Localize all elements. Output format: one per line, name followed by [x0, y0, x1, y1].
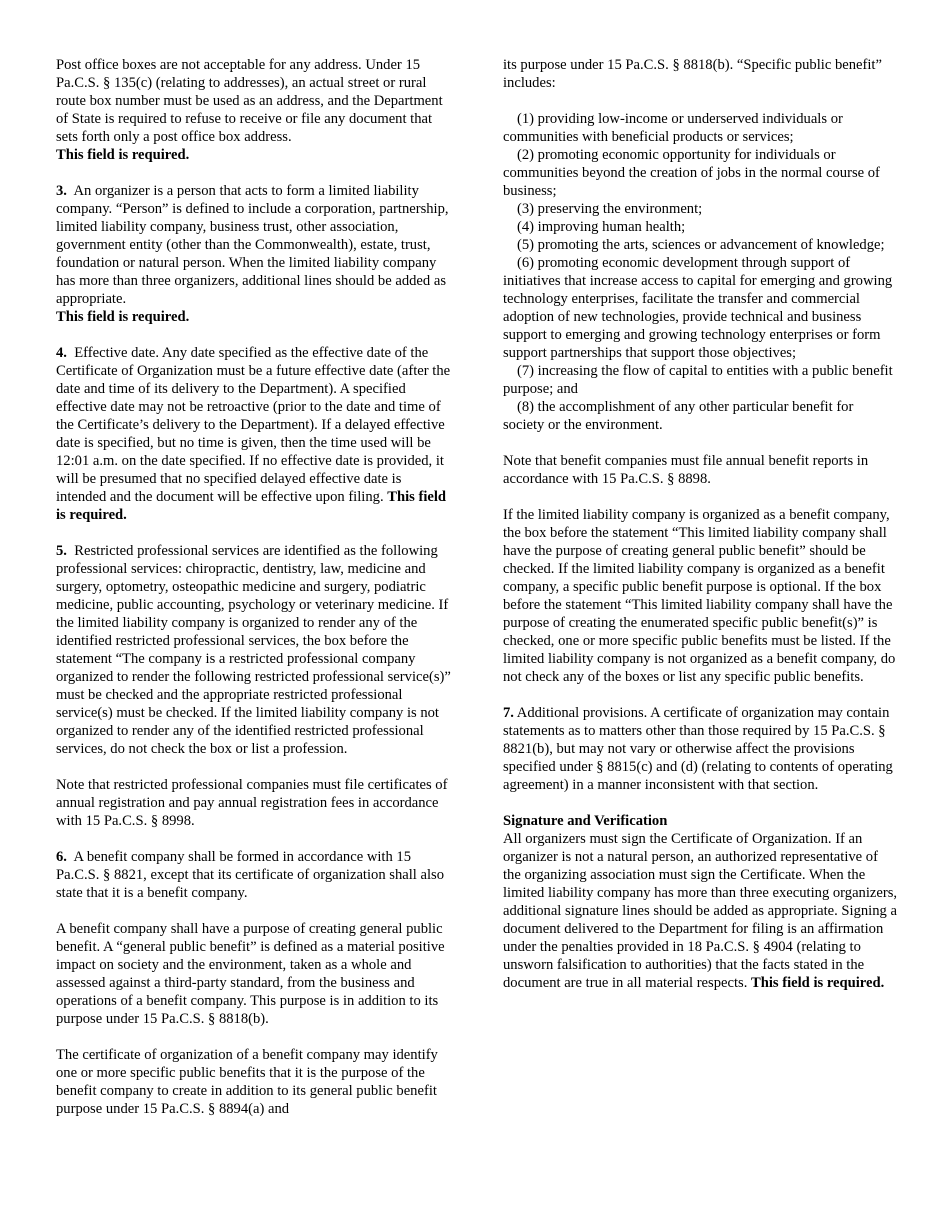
required-note: This field is required.: [56, 489, 447, 523]
specific-benefit-paragraph: The certificate of organization of a benefit company may identify one or more specific public benefits that it is the purpose of the benefit company to create in addition to its general public benefit purpose under 15 Pa.C.S. § 8894(a) and: [56, 1047, 438, 1117]
list-item: (6) promoting economic development through support of initiatives that increase access to capital for emerging and growing technology enterprises, facilitate the transfer and commercial adoption of new technologies, provide technical and business support to emerging and growing technology enterprises or form support partnerships that support those objectives;: [503, 255, 893, 361]
required-note: This field is required.: [56, 309, 190, 325]
list-item: (1) providing low-income or underserved individuals or communities with beneficial products or services;: [503, 111, 843, 145]
required-note: This field is required.: [751, 975, 885, 991]
po-box-paragraph: Post office boxes are not acceptable for any address. Under 15 Pa.C.S. § 135(c) (relating to addresses), an actual street or rural route box number must be used as an address, and the Department of State is required to refuse to receive or file any document that sets forth only a post office box address. This field is required.: [56, 57, 443, 163]
restricted-note-paragraph: Note that restricted professional companies must file certificates of annual registration and pay annual registration fees in accordance with 15 Pa.C.S. § 8998.: [56, 777, 448, 829]
list-item: (4) improving human health;: [517, 219, 686, 235]
specific-benefit-list: [503, 110, 898, 434]
list-item: (8) the accomplishment of any other particular benefit for society or the environment.: [503, 399, 854, 433]
item-7-paragraph: 7. Additional provisions. A certificate of organization may contain statements as to matters other than those required by 15 Pa.C.S. § 8821(b), but may not vary or otherwise affect the provisions specified under § 8815(c) and (d) (relating to contents of operating agreement) in a manner inconsistent with that section.: [503, 705, 893, 793]
item-number: 6.: [56, 849, 67, 865]
specific-benefit-continued: its purpose under 15 Pa.C.S. § 8818(b). “Specific public benefit” includes:: [503, 57, 882, 91]
benefit-boxes-paragraph: If the limited liability company is organized as a benefit company, the box before the statement “This limited liability company shall have the purpose of creating general public benefit” should be checked. If the limited liability company is organized as a benefit company, a specific public benefit purpose is optional. If the box before the statement “This limited liability company shall have the purpose of creating the enumerated specific public benefit(s)” is checked, one or more specific public benefits must be listed. If the limited liability company is not organized as a benefit company, do not check any of the boxes or list any specific public benefits.: [503, 507, 896, 685]
item-number: 5.: [56, 543, 67, 559]
right-column: [503, 56, 898, 1010]
list-item: (2) promoting economic opportunity for individuals or communities beyond the creation of jobs in the normal course of business;: [503, 147, 880, 199]
required-note: This field is required.: [56, 147, 190, 163]
item-number: 3.: [56, 183, 67, 199]
item-5-paragraph: 5. Restricted professional services are identified as the following professional services: chiropractic, dentistry, law, medicine and surgery, optometry, osteopathic medicine and surgery, podiatric medicine, public accounting, psychology or veterinary medicine. If the limited liability company is organized to render any of the identified restricted professional services, the box before the statement “The company is a restricted professional company organized to render the following restricted professional service(s)” must be checked and the appropriate restricted professional service(s) must be checked. If the limited liability company is not organized to render any of the identified restricted professional services, do not check the box or list a profession.: [56, 543, 451, 757]
item-3-paragraph: 3. An organizer is a person that acts to form a limited liability company. “Person” is defined to include a corporation, partnership, limited liability company, business trust, other association, government entity (other than the Commonwealth), estate, trust, foundation or natural person. When the limited liability company has more than three organizers, additional lines should be added as appropriate. This field is required.: [56, 183, 449, 325]
general-benefit-paragraph: A benefit company shall have a purpose of creating general public benefit. A “general public benefit” is defined as a material positive impact on society and the environment, taken as a whole and assessed against a third-party standard, from the business and operations of a benefit company. This purpose is in addition to its purpose under 15 Pa.C.S. § 8818(b).: [56, 921, 445, 1027]
item-number: 7.: [503, 705, 514, 721]
benefit-reports-paragraph: Note that benefit companies must file annual benefit reports in accordance with 15 Pa.C.S. § 8898.: [503, 453, 869, 487]
list-item: (3) preserving the environment;: [517, 201, 703, 217]
item-6-paragraph: 6. A benefit company shall be formed in accordance with 15 Pa.C.S. § 8821, except that its certificate of organization shall also state that it is a benefit company.: [56, 849, 444, 901]
signature-heading: Signature and Verification: [503, 813, 668, 829]
list-item: (7) increasing the flow of capital to entities with a public benefit purpose; and: [503, 363, 893, 397]
list-item: (5) promoting the arts, sciences or advancement of knowledge;: [517, 237, 885, 253]
signature-section: Signature and Verification All organizers must sign the Certificate of Organization. If an organizer is not a natural person, an authorized representative of the organizing association must sign the Certificate. When the limited liability company has more than three executing organizers, additional signature lines should be added as appropriate. Signing a document delivered to the Department for filing is an affirmation under the penalties provided in 18 Pa.C.S. § 4904 (relating to unsworn falsification to authorities) that the facts stated in the document are true in all material respects. This field is required.: [503, 813, 898, 991]
item-4-paragraph: 4. Effective date. Any date specified as the effective date of the Certificate of Organization must be a future effective date (after the date and time of its delivery to the Department). A specified effective date may not be retroactive (prior to the date and time of the Certificate’s delivery to the Department). If a delayed effective date is specified, but no time is given, then the time used will be 12:01 a.m. on the date specified. If no effective date is provided, it will be presumed that no specified delayed effective date is intended and the document will be effective upon filing. This field is required.: [56, 345, 451, 523]
item-number: 4.: [56, 345, 67, 361]
left-column: [56, 56, 451, 1118]
